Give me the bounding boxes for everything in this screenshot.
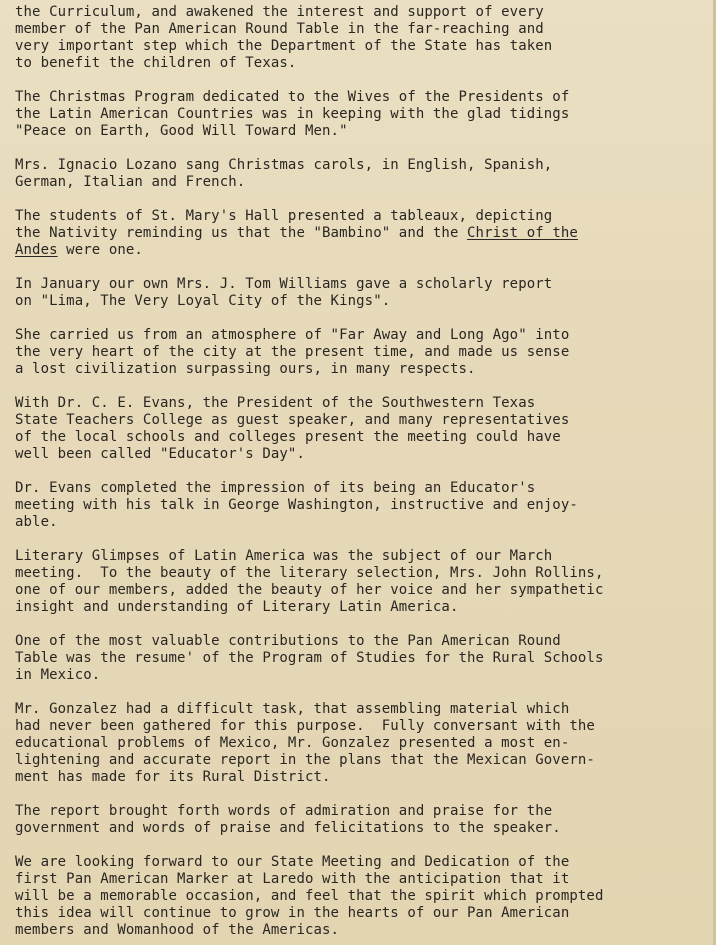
text-line: a lost civilization surpassing ours, in many respects.	[15, 361, 476, 377]
text-line: members and Womanhood of the Americas.	[15, 922, 340, 938]
text-line: able.	[15, 514, 58, 530]
paragraph-rural-schools	[15, 633, 710, 684]
text-line: member of the Pan American Round Table in the far-reaching and	[15, 21, 544, 37]
text-line: Table was the resume' of the Program of Studies for the Rural Schools	[15, 650, 604, 666]
text-line: One of the most valuable contributions to the Pan American Round	[15, 633, 561, 649]
text-line: The Christmas Program dedicated to the Wives of the Presidents of	[15, 89, 570, 105]
text-line: very important step which the Department of the State has taken	[15, 38, 553, 54]
paragraph-mr-gonzalez	[15, 701, 710, 786]
text-line: The students of St. Mary's Hall presented a tableaux, depicting	[15, 208, 553, 224]
text-line: "Peace on Earth, Good Will Toward Men."	[15, 123, 348, 139]
text-segment: the Nativity reminding us that the "Bambino" and the	[15, 225, 468, 241]
text-line: Mr. Gonzalez had a difficult task, that assembling material which	[15, 701, 570, 717]
text-line: to benefit the children of Texas.	[15, 55, 297, 71]
paragraph-christmas-carols	[15, 157, 710, 191]
paragraph-educators-day	[15, 395, 710, 463]
paragraph-tableaux	[15, 208, 710, 259]
text-line: the Curriculum, and awakened the interest and support of every	[15, 4, 544, 20]
text-line: on "Lima, The Very Loyal City of the Kings".	[15, 293, 391, 309]
paragraph-dr-evans	[15, 480, 710, 531]
text-line: of the local schools and colleges present the meeting could have	[15, 429, 561, 445]
text-line: one of our members, added the beauty of her voice and her sympathetic	[15, 582, 604, 598]
text-line: meeting with his talk in George Washington, instructive and enjoy-	[15, 497, 578, 513]
text-line: Dr. Evans completed the impression of its being an Educator's	[15, 480, 536, 496]
text-line: With Dr. C. E. Evans, the President of the Southwestern Texas	[15, 395, 536, 411]
paragraph-christmas-program	[15, 89, 710, 140]
paragraph-report-praise	[15, 803, 710, 837]
text-line	[15, 242, 710, 259]
text-line: first Pan American Marker at Laredo with the anticipation that it	[15, 871, 570, 887]
text-line: the Latin American Countries was in keeping with the glad tidings	[15, 106, 570, 122]
paragraph-atmosphere	[15, 327, 710, 378]
text-line: German, Italian and French.	[15, 174, 246, 190]
paragraph-literary-glimpses	[15, 548, 710, 616]
text-line: insight and understanding of Literary Latin America.	[15, 599, 459, 615]
text-line: ment has made for its Rural District.	[15, 769, 331, 785]
text-line: State Teachers College as guest speaker, and many representatives	[15, 412, 570, 428]
paragraph-curriculum	[15, 4, 710, 72]
text-line: meeting. To the beauty of the literary selection, Mrs. John Rollins,	[15, 565, 604, 581]
text-line: In January our own Mrs. J. Tom Williams gave a scholarly report	[15, 276, 553, 292]
text-line: in Mexico.	[15, 667, 101, 683]
text-line: The report brought forth words of admiration and praise for the	[15, 803, 553, 819]
text-line: had never been gathered for this purpose. Fully conversant with the	[15, 718, 595, 734]
text-line	[15, 225, 710, 242]
text-line: Literary Glimpses of Latin America was the subject of our March	[15, 548, 553, 564]
paragraph-january-report	[15, 276, 710, 310]
text-line: this idea will continue to grow in the hearts of our Pan American	[15, 905, 570, 921]
underlined-title: Christ of the	[467, 225, 578, 241]
text-segment: were one.	[57, 242, 143, 258]
text-line: We are looking forward to our State Meeting and Dedication of the	[15, 854, 570, 870]
text-line: She carried us from an atmosphere of "Far Away and Long Ago" into	[15, 327, 570, 343]
underlined-title: Andes	[15, 242, 58, 258]
text-line: lightening and accurate report in the plans that the Mexican Govern-	[15, 752, 595, 768]
text-line: Mrs. Ignacio Lozano sang Christmas carols, in English, Spanish,	[15, 157, 553, 173]
text-line: the very heart of the city at the present time, and made us sense	[15, 344, 570, 360]
paragraph-state-meeting	[15, 854, 710, 939]
text-line: will be a memorable occasion, and feel that the spirit which prompted	[15, 888, 604, 904]
text-line: educational problems of Mexico, Mr. Gonzalez presented a most en-	[15, 735, 570, 751]
text-line: government and words of praise and felicitations to the speaker.	[15, 820, 561, 836]
text-line: well been called "Educator's Day".	[15, 446, 305, 462]
